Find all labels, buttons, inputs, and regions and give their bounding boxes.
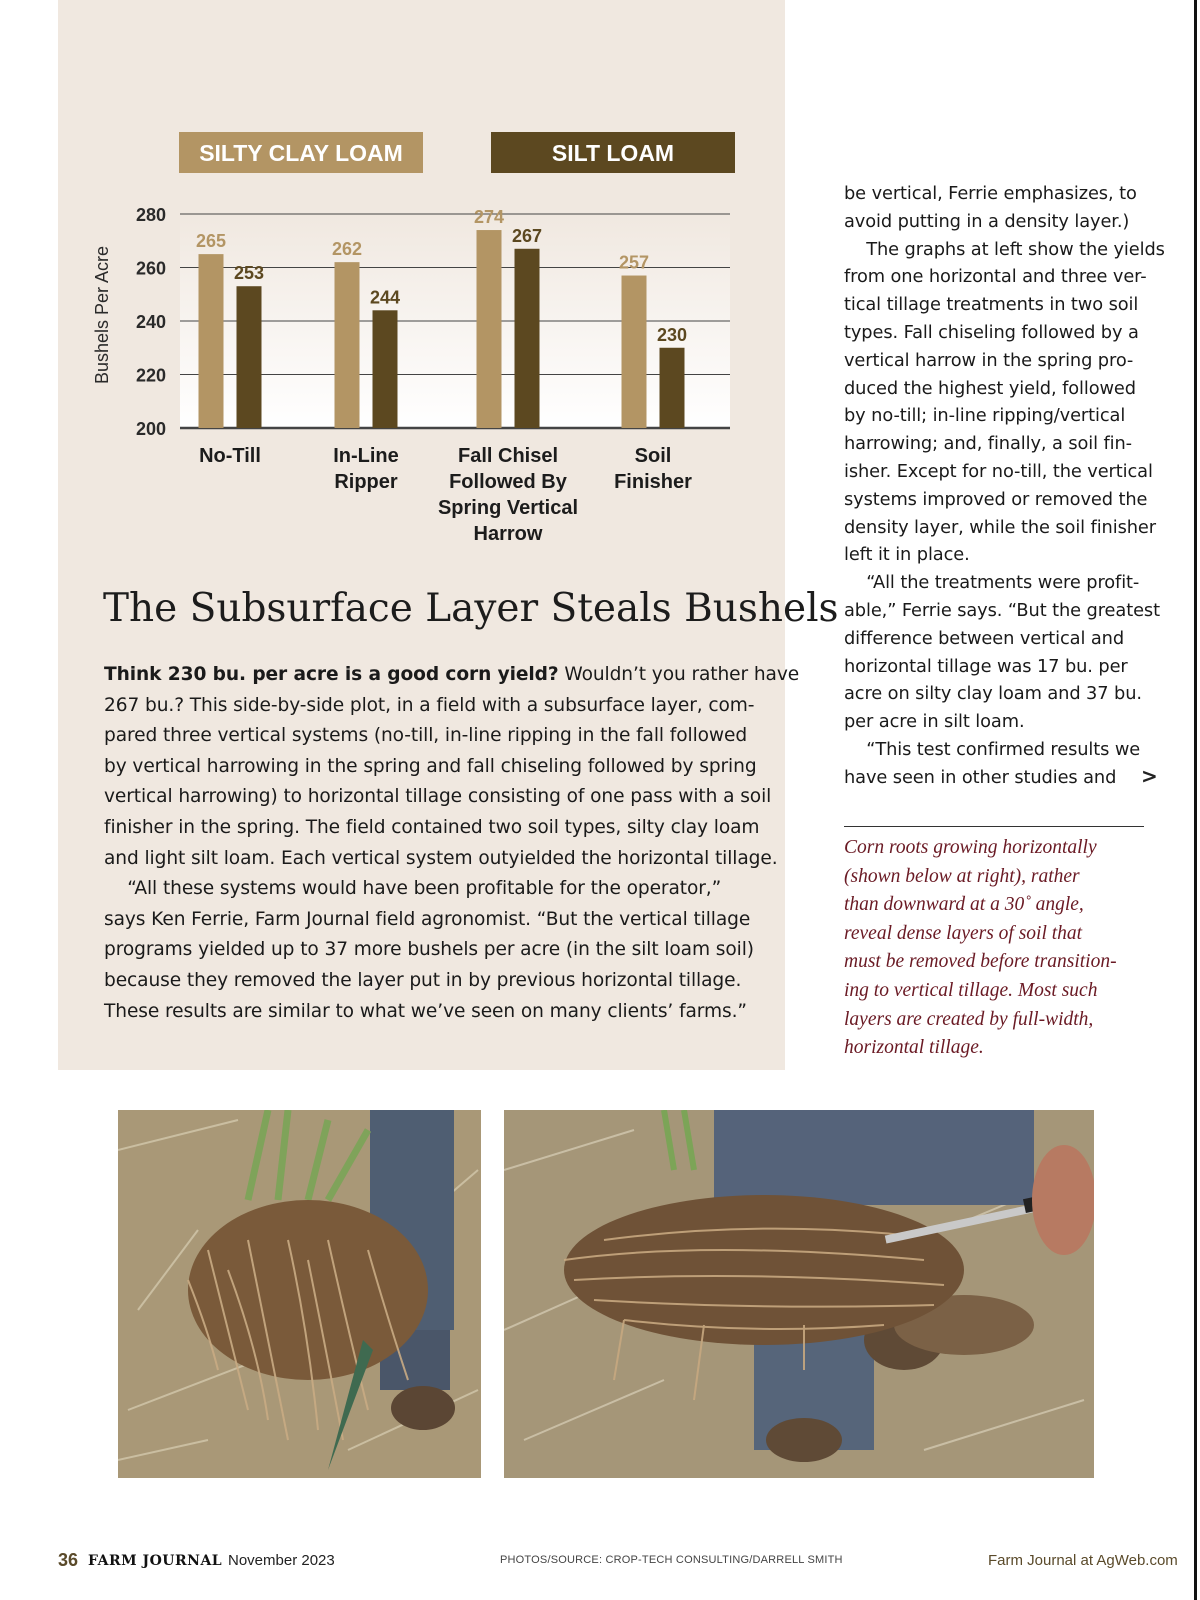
body-line: programs yielded up to 37 more bushels per acre (in the silt loam soil) xyxy=(104,939,754,961)
body-line-text: Wouldn’t you rather have xyxy=(558,664,800,685)
body-line: 267 bu.? This side-by-side plot, in a field with a subsurface layer, com- xyxy=(104,694,755,716)
body-line: vertical harrowing) to horizontal tillage consisting of one pass with a soil xyxy=(104,786,772,808)
x-tick-label: Followed By xyxy=(449,471,567,493)
x-tick-label: Ripper xyxy=(334,471,398,493)
x-tick-label: Fall Chisel xyxy=(457,445,559,467)
article-headline: The Subsurface Layer Steals Bushels xyxy=(103,586,839,631)
bar-value-label: 230 xyxy=(656,324,688,345)
y-tick-label: 260 xyxy=(135,258,166,279)
body-line: systems improved or removed the xyxy=(844,488,1148,510)
vertical-roots-photo xyxy=(118,1110,481,1478)
bar xyxy=(199,254,224,428)
body-line: difference between vertical and xyxy=(844,627,1125,649)
body-line: left it in place. xyxy=(844,544,970,566)
body-line: be vertical, Ferrie emphasizes, to xyxy=(844,183,1137,204)
bar-value-label: 253 xyxy=(233,263,265,284)
bar-value-label: 265 xyxy=(195,231,227,252)
bar-value-label: 274 xyxy=(473,207,505,228)
caption-line: reveal dense layers of soil that xyxy=(844,922,1083,944)
issue-date: November 2023 xyxy=(228,1552,335,1569)
body-line: able,” Ferrie says. “But the greatest xyxy=(844,599,1160,621)
bar xyxy=(622,276,647,428)
body-line: by vertical harrowing in the spring and fall chiseling followed by spring xyxy=(104,755,757,777)
caption-line: horizontal tillage. xyxy=(844,1037,984,1059)
caption-line: ing to vertical tillage. Most such xyxy=(844,979,1098,1001)
lead-bold: Think 230 bu. per acre is a good corn yield? xyxy=(104,664,559,685)
body-line: These results are similar to what we’ve seen on many clients’ farms.” xyxy=(104,1000,747,1022)
article-body-right xyxy=(844,180,1174,792)
body-line: duced the highest yield, followed xyxy=(844,377,1136,399)
bar-value-label: 262 xyxy=(331,239,363,260)
x-tick-label: No-Till xyxy=(199,445,261,467)
body-line: vertical harrow in the spring pro- xyxy=(844,349,1134,371)
bar-value-label: 267 xyxy=(511,225,543,246)
bar-value-label: 244 xyxy=(369,287,401,308)
site-link[interactable]: Farm Journal at AgWeb.com xyxy=(988,1552,1178,1569)
y-axis-label: Bushels Per Acre xyxy=(92,245,112,385)
caption-line: layers are created by full-width, xyxy=(844,1008,1094,1030)
caption-line: must be removed before transition- xyxy=(844,951,1117,973)
bar-value-label: 257 xyxy=(618,252,650,273)
caption-rule xyxy=(844,826,1144,827)
caption-line: than downward at a 30˚ angle, xyxy=(844,894,1084,916)
y-tick-label: 280 xyxy=(135,205,166,225)
article-body-left xyxy=(104,660,800,1027)
y-tick-label: 240 xyxy=(135,312,166,332)
legend-label: SILTY CLAY LOAM xyxy=(199,140,403,166)
x-tick-label: Soil xyxy=(634,445,672,467)
body-line: have seen in other studies and xyxy=(844,766,1117,788)
body-line: avoid putting in a density layer.) xyxy=(844,210,1130,232)
body-line: isher. Except for no-till, the vertical xyxy=(844,460,1153,482)
body-line: from one horizontal and three ver- xyxy=(844,266,1147,288)
bar xyxy=(373,310,398,428)
y-tick-label: 220 xyxy=(135,365,166,386)
bar xyxy=(335,262,360,428)
x-tick-label: Finisher xyxy=(614,471,692,493)
body-line: “This test confirmed results we xyxy=(844,738,1141,760)
body-line: finisher in the spring. The field contained two soil types, silty clay loam xyxy=(104,816,760,838)
body-line: The graphs at left show the yields xyxy=(844,238,1165,260)
body-line: “All these systems would have been profitable for the operator,” xyxy=(104,878,722,900)
page-number: 36 xyxy=(58,1550,79,1570)
masthead: FARM JOURNAL xyxy=(88,1553,223,1569)
body-line: pared three vertical systems (no-till, in-line ripping in the fall followed xyxy=(104,725,748,747)
body-line: density layer, while the soil finisher xyxy=(844,516,1156,538)
continue-arrow[interactable]: > xyxy=(1141,764,1158,788)
body-line: because they removed the layer put in by previous horizontal tillage. xyxy=(104,969,742,991)
body-line: horizontal tillage was 17 bu. per xyxy=(844,655,1128,677)
x-tick-label: Harrow xyxy=(473,523,543,545)
body-line: tical tillage treatments in two soil xyxy=(844,294,1139,316)
caption-line: Corn roots growing horizontally xyxy=(844,837,1097,858)
body-line: per acre in silt loam. xyxy=(844,711,1025,733)
body-line: “All the treatments were profit- xyxy=(844,572,1140,594)
bar xyxy=(515,249,540,428)
photo-caption xyxy=(844,834,1154,1063)
body-line: says Ken Ferrie, Farm Journal field agronomist. “But the vertical tillage xyxy=(104,908,751,930)
body-line: by no-till; in-line ripping/vertical xyxy=(844,405,1126,427)
caption-line: (shown below at right), rather xyxy=(844,865,1080,887)
x-tick-label: Spring Vertical xyxy=(437,497,579,519)
page-footer xyxy=(0,1550,1200,1574)
bar xyxy=(237,286,262,428)
body-line xyxy=(104,660,800,691)
bar xyxy=(660,348,685,428)
page-edge-rule xyxy=(1194,0,1197,1600)
horizontal-roots-photo xyxy=(504,1110,1094,1478)
bar xyxy=(477,230,502,428)
body-line: harrowing; and, finally, a soil fin- xyxy=(844,433,1132,455)
yield-bar-chart xyxy=(58,0,785,560)
body-line: and light silt loam. Each vertical system outyielded the horizontal tillage. xyxy=(104,847,778,869)
y-tick-label: 200 xyxy=(135,419,166,439)
legend-label: SILT LOAM xyxy=(551,140,675,166)
photo-credit: PHOTOS/SOURCE: CROP-TECH CONSULTING/DARRELL SMITH xyxy=(500,1554,843,1566)
body-line: acre on silty clay loam and 37 bu. xyxy=(844,683,1142,705)
body-line: types. Fall chiseling followed by a xyxy=(844,321,1139,343)
x-tick-label: In-Line xyxy=(333,445,399,467)
